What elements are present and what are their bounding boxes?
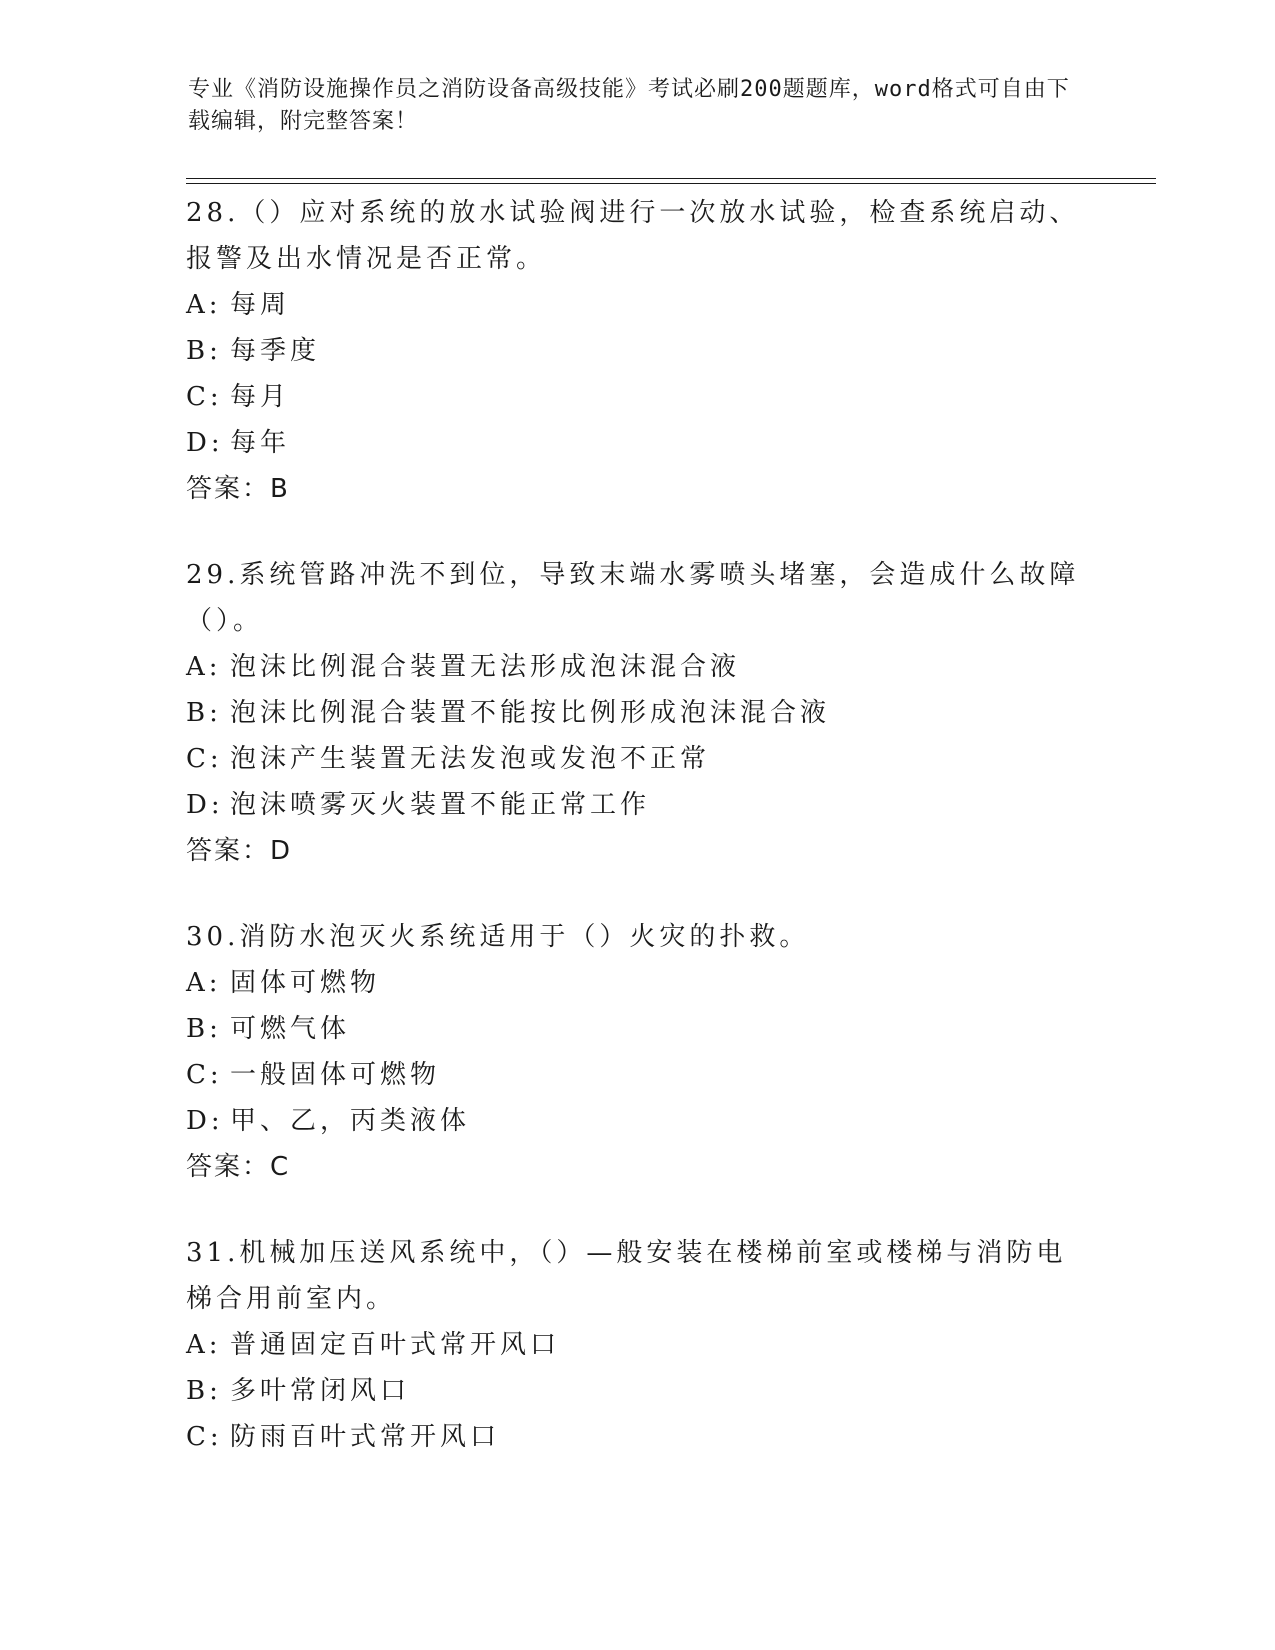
option-text: 可燃气体: [230, 1014, 351, 1044]
question-29: [186, 552, 1086, 874]
option-a: [186, 282, 1086, 328]
option-text: 泡沫比例混合装置不能按比例形成泡沫混合液: [230, 698, 831, 728]
option-letter: A:: [186, 1330, 222, 1360]
option-d: [186, 782, 1086, 828]
option-letter: A:: [186, 290, 222, 320]
option-letter: C:: [186, 1422, 223, 1452]
option-text: 防雨百叶式常开风口: [230, 1422, 501, 1452]
option-text: 每年: [230, 428, 291, 458]
option-d: [186, 1098, 1086, 1144]
option-text: 泡沫产生装置无法发泡或发泡不正常: [230, 744, 711, 774]
question-list: [186, 190, 1086, 1460]
option-text: 一般固体可燃物: [230, 1060, 441, 1090]
question-stem: 29.系统管路冲洗不到位，导致末端水雾喷头堵塞，会造成什么故障（）。: [186, 560, 1080, 636]
question-stem: 30.消防水泡灭火系统适用于（）火灾的扑救。: [186, 922, 810, 952]
question-28: [186, 190, 1086, 512]
option-b: [186, 690, 1086, 736]
option-text: 普通固定百叶式常开风口: [230, 1330, 561, 1360]
question-31: [186, 1230, 1086, 1460]
option-text: 每季度: [230, 336, 321, 366]
header-rule-bottom: [186, 183, 1156, 184]
option-letter: D:: [186, 428, 224, 458]
option-text: 甲、乙，丙类液体: [230, 1106, 471, 1136]
option-text: 每周: [230, 290, 291, 320]
option-a: [186, 644, 1086, 690]
option-letter: C:: [186, 744, 223, 774]
header-rule-top: [186, 178, 1156, 179]
option-letter: B:: [186, 336, 222, 366]
option-letter: B:: [186, 698, 222, 728]
question-30: [186, 914, 1086, 1190]
option-letter: A:: [186, 968, 222, 998]
question-stem: 28.（）应对系统的放水试验阀进行一次放水试验，检查系统启动、报警及出水情况是否正常。: [186, 198, 1080, 274]
option-text: 泡沫喷雾灭火装置不能正常工作: [230, 790, 651, 820]
option-letter: C:: [186, 1060, 223, 1090]
option-b: [186, 1368, 1086, 1414]
page-header: 专业《消防设施操作员之消防设备高级技能》考试必刷200题题库，word格式可自由下载编辑，附完整答案！: [188, 77, 1070, 134]
question-stem: 31.机械加压送风系统中，（）—般安装在楼梯前室或楼梯与消防电梯合用前室内。: [186, 1238, 1067, 1314]
answer-line: 答案：B: [186, 474, 290, 504]
option-a: [186, 960, 1086, 1006]
answer-line: 答案：D: [186, 836, 293, 866]
option-c: [186, 1052, 1086, 1098]
option-c: [186, 736, 1086, 782]
option-letter: B:: [186, 1014, 222, 1044]
option-text: 泡沫比例混合装置无法形成泡沫混合液: [230, 652, 741, 682]
option-text: 固体可燃物: [230, 968, 381, 998]
option-c: [186, 1414, 1086, 1460]
option-letter: A:: [186, 652, 222, 682]
option-b: [186, 328, 1086, 374]
option-a: [186, 1322, 1086, 1368]
option-b: [186, 1006, 1086, 1052]
option-letter: D:: [186, 1106, 224, 1136]
option-letter: C:: [186, 382, 223, 412]
option-text: 每月: [230, 382, 291, 412]
option-c: [186, 374, 1086, 420]
answer-line: 答案：C: [186, 1152, 291, 1182]
option-d: [186, 420, 1086, 466]
option-letter: D:: [186, 790, 224, 820]
option-letter: B:: [186, 1376, 222, 1406]
option-text: 多叶常闭风口: [230, 1376, 411, 1406]
